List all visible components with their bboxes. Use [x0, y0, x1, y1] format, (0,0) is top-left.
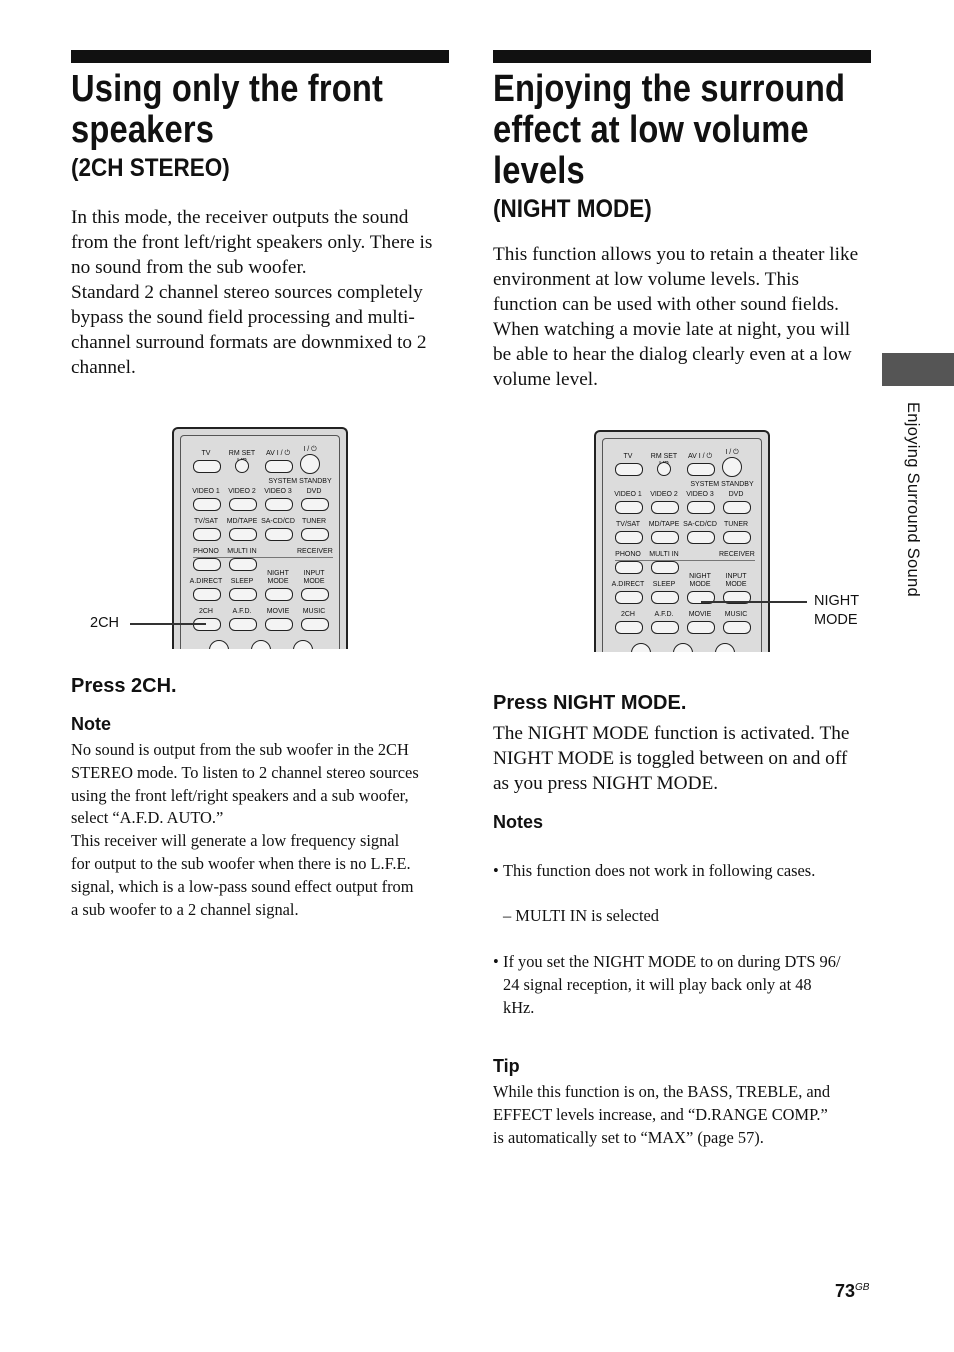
section-side-label: Enjoying Surround Sound: [904, 402, 922, 597]
remote-label-md-tape: MD/TAPE: [648, 521, 680, 528]
remote-button-tuner: [301, 528, 329, 541]
remote-label-receiver: RECEIVER: [297, 548, 333, 555]
remote-label-receiver: RECEIVER: [719, 551, 755, 558]
instruction-press-2ch: Press 2CH.: [71, 675, 177, 697]
remote-button-sa-cd: [265, 528, 293, 541]
remote-label-system-standby: SYSTEM STANDBY: [268, 478, 332, 485]
remote-label-video1: VIDEO 1: [614, 491, 642, 498]
remote-button-md-tape: [229, 528, 257, 541]
remote-label-sleep: SLEEP: [230, 578, 254, 585]
remote-button-round: [631, 643, 651, 652]
remote-control-illustration: [594, 430, 770, 652]
tip-text: While this function is on, the BASS, TREBLE, and EFFECT levels increase, and “D.RANGE COMP.” is automatically set to “MAX” (page 57).: [493, 1082, 831, 1147]
remote-button-multi-in: [229, 558, 257, 571]
left-column: [71, 50, 449, 921]
remote-label-input-mode: INPUT MODE: [303, 570, 325, 585]
remote-figure-2ch: [71, 380, 449, 652]
remote-label-video3: VIDEO 3: [264, 488, 292, 495]
notes-heading: Notes: [493, 812, 544, 832]
remote-button-round: [293, 640, 313, 649]
section-subtitle-2ch-stereo: (2CH STEREO): [71, 154, 230, 182]
section-side-tab: [882, 353, 954, 386]
remote-label-video2: VIDEO 2: [228, 488, 256, 495]
remote-label-music: MUSIC: [724, 611, 748, 618]
remote-label-a-direct: A.DIRECT: [189, 578, 223, 585]
remote-label-dvd: DVD: [306, 488, 322, 495]
note-item-text: – MULTI IN is selected: [503, 906, 659, 926]
remote-button-video1: [193, 498, 221, 511]
remote-button-tuner: [723, 531, 751, 544]
remote-label-md-tape: MD/TAPE: [226, 518, 258, 525]
remote-button-music: [723, 621, 751, 634]
remote-label-dvd: DVD: [728, 491, 744, 498]
remote-button-sleep: [229, 588, 257, 601]
remote-label-2ch: 2CH: [620, 611, 635, 618]
remote-label-multi-in: MULTI IN: [649, 551, 679, 558]
note-text: No sound is output from the sub woofer in the 2CH STEREO mode. To listen to 2 channel stereo sources using the front left/right speakers and a sub woofer, select “A.F.D. AUTO.” This receiver will generate a low frequency signal for output to the sub woofer when there is no L.F.E. signal, which is a low-pass sound effect output from a sub woofer to a 2 channel signal.: [71, 740, 419, 919]
note-item-text: If you set the NIGHT MODE to on during DTS 96/ 24 signal reception, it will play back only at 48 kHz.: [503, 951, 841, 1017]
remote-label-input-mode: INPUT MODE: [725, 573, 747, 588]
remote-label-video2: VIDEO 2: [650, 491, 678, 498]
remote-button-tv: [193, 460, 221, 473]
remote-button-round: [715, 643, 735, 652]
remote-button-power: [300, 454, 320, 474]
remote-label-system-standby: SYSTEM STANDBY: [690, 481, 754, 488]
remote-button-2ch: [615, 621, 643, 634]
tip-heading: Tip: [493, 1056, 520, 1077]
remote-control-illustration: [172, 427, 348, 649]
remote-label-rm-set-up: RM SET: [228, 450, 256, 457]
section-title-front-speakers: Using only the front speakers: [71, 68, 384, 151]
remote-label-sa-cd: SA-CD/CD: [261, 518, 295, 525]
remote-label-rm-set-up: RM SET: [650, 453, 678, 460]
remote-button-afd: [229, 618, 257, 631]
remote-figure-night-mode: [493, 392, 871, 664]
remote-button-md-tape: [651, 531, 679, 544]
remote-button-dvd: [301, 498, 329, 511]
remote-label-tuner: TUNER: [723, 521, 749, 528]
instruction-text: The NIGHT MODE function is activated. The NIGHT MODE is toggled between on and off as you press NIGHT MODE.: [493, 723, 850, 794]
remote-button-afd: [651, 621, 679, 634]
remote-button-power: [722, 457, 742, 477]
callout-line-2ch: [130, 623, 206, 625]
remote-label-phono: PHONO: [615, 551, 641, 558]
remote-button-sleep: [651, 591, 679, 604]
remote-label-sa-cd: SA-CD/CD: [683, 521, 717, 528]
remote-button-round: [209, 640, 229, 649]
remote-label-music: MUSIC: [302, 608, 326, 615]
remote-button-phono: [193, 558, 221, 571]
remote-label-tv: TV: [201, 450, 211, 457]
remote-button-video1: [615, 501, 643, 514]
remote-label-av-power: AV I / ⏻: [265, 450, 291, 457]
remote-button-multi-in: [651, 561, 679, 574]
remote-button-sa-cd: [687, 531, 715, 544]
note-heading: Note: [71, 714, 111, 734]
remote-button-dvd: [723, 501, 751, 514]
remote-label-night-mode: NIGHT MODE: [267, 570, 289, 585]
intro-paragraph: This function allows you to retain a theater like environment at low volume levels. This function can be used with other sound fields. When watching a movie late at night, you will be able to hear the dialog clearly even at a low volume level.: [493, 244, 859, 390]
remote-button-music: [301, 618, 329, 631]
remote-button-video2: [229, 498, 257, 511]
remote-button-a-direct: [193, 588, 221, 601]
callout-2ch: 2CH: [90, 615, 120, 631]
notes-list: [493, 837, 871, 1042]
remote-button-tv-sat: [193, 528, 221, 541]
remote-button-night-mode: [265, 588, 293, 601]
remote-button-round: [673, 643, 693, 652]
remote-button-video3: [265, 498, 293, 511]
remote-button-phono: [615, 561, 643, 574]
remote-label-power: I / ⏻: [725, 449, 739, 456]
remote-label-video1: VIDEO 1: [192, 488, 220, 495]
remote-label-tv: TV: [623, 453, 633, 460]
remote-label-av-power: AV I / ⏻: [687, 453, 713, 460]
remote-label-movie: MOVIE: [266, 608, 290, 615]
remote-button-video3: [687, 501, 715, 514]
remote-button-rm-set-up: [235, 459, 249, 473]
list-item: • If you set the NIGHT MODE to on during DTS 96/ 24 signal reception, it will play back only at 48 kHz.: [493, 951, 871, 1019]
section-subtitle-night-mode: (NIGHT MODE): [493, 195, 652, 223]
page-number-suffix: GB: [855, 1282, 870, 1293]
section-rule: [71, 50, 449, 63]
page-number-value: 73: [835, 1281, 856, 1301]
remote-button-video2: [651, 501, 679, 514]
remote-label-power: I / ⏻: [303, 446, 317, 453]
remote-button-round: [251, 640, 271, 649]
remote-button-tv: [615, 463, 643, 476]
callout-line-night-mode: [701, 601, 807, 603]
remote-button-movie: [265, 618, 293, 631]
remote-label-2ch: 2CH: [198, 608, 213, 615]
list-item: [493, 905, 871, 928]
list-item: • This function does not work in following cases.: [493, 860, 871, 883]
instruction-press-night-mode: Press NIGHT MODE.: [493, 692, 687, 714]
remote-label-tv-sat: TV/SAT: [616, 521, 640, 528]
remote-label-sleep: SLEEP: [652, 581, 676, 588]
remote-label-video3: VIDEO 3: [686, 491, 714, 498]
remote-button-movie: [687, 621, 715, 634]
note-item-text: This function does not work in following cases.: [503, 860, 816, 880]
remote-button-av-power: [687, 463, 715, 476]
remote-button-input-mode: [301, 588, 329, 601]
remote-label-phono: PHONO: [193, 548, 219, 555]
remote-label-multi-in: MULTI IN: [227, 548, 257, 555]
remote-label-tuner: TUNER: [301, 518, 327, 525]
remote-button-a-direct: [615, 591, 643, 604]
remote-button-rm-set-up: [657, 462, 671, 476]
remote-label-movie: MOVIE: [688, 611, 712, 618]
remote-label-tv-sat: TV/SAT: [194, 518, 218, 525]
section-rule: [493, 50, 871, 63]
remote-label-afd: A.F.D.: [654, 611, 674, 618]
remote-button-tv-sat: [615, 531, 643, 544]
intro-paragraph: In this mode, the receiver outputs the sound from the front left/right speakers only. There is no sound from the sub woofer. Standard 2 channel stereo sources completely bypass the sound field processing and multi- channel surround formats are downmixed to 2 channel.: [71, 207, 433, 378]
page-number: [835, 1281, 869, 1302]
remote-label-afd: A.F.D.: [232, 608, 252, 615]
right-column: [493, 50, 871, 1150]
remote-button-av-power: [265, 460, 293, 473]
remote-label-night-mode: NIGHT MODE: [689, 573, 711, 588]
section-title-surround-low-volume: Enjoying the surround effect at low volume levels: [493, 68, 846, 192]
remote-label-a-direct: A.DIRECT: [611, 581, 645, 588]
callout-night-mode: NIGHT MODE: [814, 593, 860, 628]
